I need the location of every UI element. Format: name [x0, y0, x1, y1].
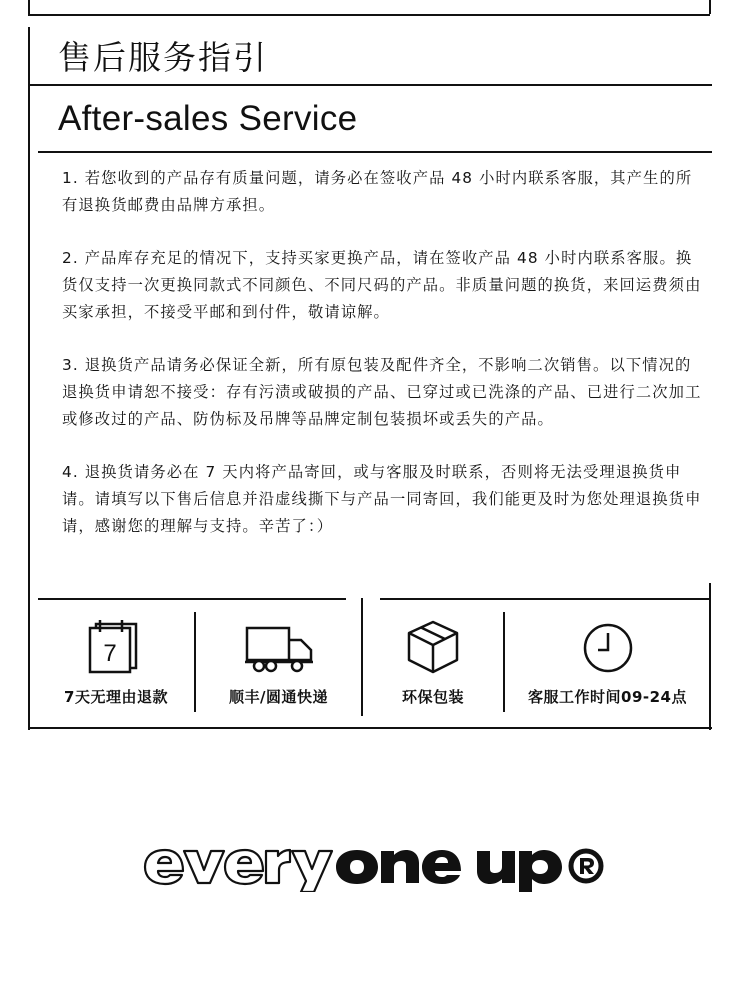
features-divider-left — [38, 598, 346, 600]
frame-bottom-rule — [28, 727, 712, 729]
calendar-7-icon — [86, 618, 146, 676]
policy-item-3: 3. 退换货产品请务必保证全新，所有原包装及配件齐全，不影响二次销售。以下情况的退换货申请恕不接受：存有污渍或破损的产品、已穿过或已洗涤的产品、已进行二次加工或修改过的产品、防伪标及吊牌等品牌定制包装损坏或丢失的产品。 — [62, 356, 702, 428]
clock-icon — [578, 618, 638, 676]
policy-item-2: 2. 产品库存充足的情况下，支持买家更换产品，请在签收产品 48 小时内联系客服。换货仅支持一次更换同款式不同颜色、不同尺码的产品。非质量问题的换货，来回运费须由买家承担，不接受平邮和到付件，敬请谅解。 — [62, 249, 702, 321]
feature-packaging — [363, 618, 503, 706]
frame-left-border — [28, 27, 30, 730]
frame-right-stub-top — [709, 0, 711, 14]
delivery-truck-icon — [243, 622, 315, 674]
features-divider-right — [380, 598, 710, 600]
feature-label-shipping: 顺丰/圆通快递 — [229, 688, 328, 706]
subtitle-divider — [38, 151, 712, 153]
policy-list — [62, 165, 702, 566]
page-title: 售后服务指引 — [58, 38, 268, 77]
package-box-icon — [403, 618, 463, 676]
feature-label-refund: 7天无理由退款 — [64, 688, 168, 706]
calendar-number: 7 — [103, 640, 117, 667]
policy-item-4: 4. 退换货请务必在 7 天内将产品寄回，或与客服及时联系，否则将无法受理退换货申请。请填写以下售后信息并沿虚线撕下与产品一同寄回，我们能更及时为您处理退换货申请，感谢您的理解与支持。辛苦了：） — [62, 463, 702, 535]
policy-item-1: 1. 若您收到的产品存有质量问题，请务必在签收产品 48 小时内联系客服，其产生的所有退换货邮费由品牌方承担。 — [62, 169, 693, 214]
page-subtitle: After-sales Service — [58, 99, 358, 138]
feature-service-hours — [505, 618, 710, 706]
frame-top-rule — [28, 14, 710, 16]
feature-refund — [38, 618, 194, 706]
frame-left-stub-top — [28, 0, 30, 14]
feature-label-service-hours: 客服工作时间09-24点 — [528, 688, 687, 706]
feature-shipping — [196, 618, 361, 706]
feature-label-packaging: 环保包装 — [401, 688, 464, 706]
brand-logo — [143, 842, 613, 892]
title-divider — [28, 84, 712, 86]
